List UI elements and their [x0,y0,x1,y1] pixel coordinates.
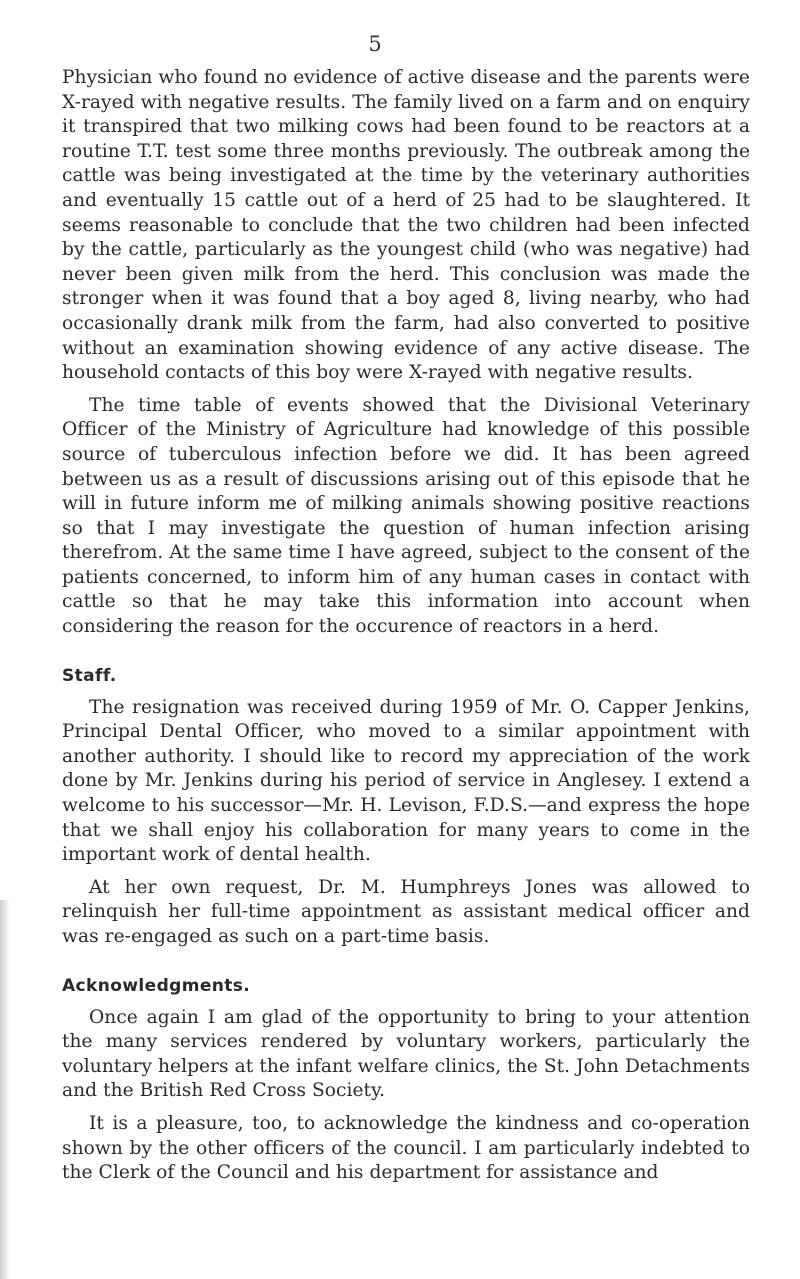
paragraph-veterinary-arrangement: The time table of events showed that the Divisional Veterinary Officer of the Ministry of Agriculture had knowledge of this possible source of tuberculous infection before we did. It has been agreed between us as a result of discussions arising out of this episode that he will in future inform me of milking animals showing positive reactions so that I may investigate the question of human infection arising therefrom. At the same time I have agreed, subject to the consent of the patients concerned, to inform him of any human cases in contact with cattle so that he may take this information into account when considering the reason for the occurence of reactors in a herd. [62,394,750,638]
paragraph-staff-resignation: The resignation was received during 1959 of Mr. O. Capper Jenkins, Principal Dental Officer, who moved to a similar appointment with another authority. I should like to record my appreciation of the work done by Mr. Jenkins during his period of service in Anglesey. I extend a welcome to his successor—Mr. H. Levison, F.D.S.—and express the hope that we shall enjoy his collaboration for many years to come in the important work of dental health. [62,696,750,866]
paragraph-tuberculosis-case: Physician who found no evidence of active disease and the parents were X-rayed with negative results. The family lived on a farm and on enquiry it transpired that two milking cows had been found to be reactors at a routine T.T. test some three months previously. The outbreak among the cattle was being investigated at the time by the veterinary authorities and eventually 15 cattle out of a herd of 25 had to be slaughtered. It seems reasonable to conclude that the two children had been infected by the cattle, particularly as the youngest child (who was negative) had never been given milk from the herd. This conclusion was made the stronger when it was found that a boy aged 8, living nearby, who had occasionally drank milk from the farm, had also converted to positive without an examination showing evidence of any active disease. The household contacts of this boy were X-rayed with negative results. [62,67,750,384]
paragraph-staff-part-time: At her own request, Dr. M. Humphreys Jones was allowed to relinquish her full-time appointment as assistant medical officer and was re-engaged as such on a part-time basis. [62,876,750,947]
section-heading-acknowledgments: Acknowledgments. [62,975,251,996]
section-heading-staff: Staff. [62,665,117,686]
page-number: 5 [368,32,382,56]
paragraph-acknowledgments-voluntary: Once again I am glad of the opportunity to bring to your attention the many services rendered by voluntary workers, particularly the voluntary helpers at the infant welfare clinics, the St. John Detachments and the British Red Cross Society. [62,1006,750,1102]
paragraph-acknowledgments-officers: It is a pleasure, too, to acknowledge the kindness and co-operation shown by the other officers of the council. I am particularly indebted to the Clerk of the Council and his department for assistance and [62,1112,750,1184]
page-edge-shadow [0,900,10,1279]
document-body [62,66,750,1186]
